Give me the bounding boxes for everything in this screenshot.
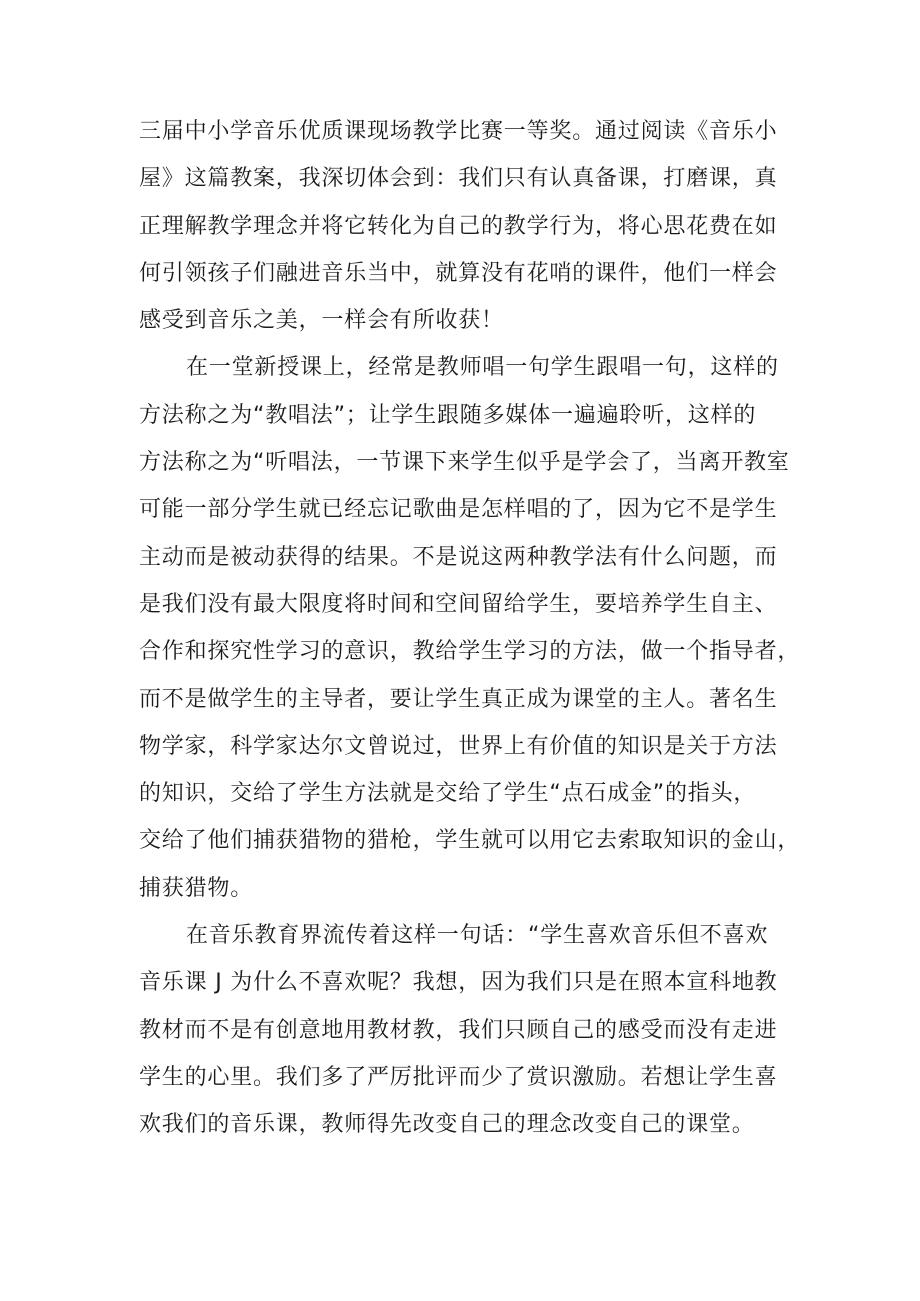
text-line: 教材而不是有创意地用教材教，我们只顾自己的感受而没有走进 <box>139 1017 778 1043</box>
text-line: 捕获猎物。 <box>139 875 254 901</box>
text-line: 是我们没有最大限度将时间和空间留给学生，要培养学生自主、 <box>139 591 778 617</box>
text-line: 合作和探究性学习的意识，教给学生学习的方法，做一个指导者， <box>139 639 801 665</box>
text-line: 在一堂新授课上，经常是教师唱一句学生跟唱一句，这样的 <box>186 355 779 381</box>
text-line: 正理解教学理念并将它转化为自己的教学行为，将心思花费在如 <box>139 213 778 239</box>
text-line: 物学家，科学家达尔文曾说过，世界上有价值的知识是关于方法 <box>139 733 778 759</box>
text-line: 交给了他们捕获猎物的猎枪，学生就可以用它去索取知识的金山， <box>139 828 801 854</box>
text-line: 音乐课 J 为什么不喜欢呢？我想，因为我们只是在照本宣科地教 <box>139 970 778 996</box>
text-line: 方法称之为“教唱法”；让学生跟随多媒体一遍遍聆听，这样的 <box>139 402 757 428</box>
text-line: 方法称之为“听唱法，一节课下来学生似乎是学会了，当离开教室 <box>139 450 790 476</box>
text-line: 屋》这篇教案，我深切体会到：我们只有认真备课，打磨课，真 <box>139 166 778 192</box>
text-line: 学生的心里。我们多了严厉批评而少了赏识激励。若想让学生喜 <box>139 1064 778 1090</box>
text-line: 可能一部分学生就已经忘记歌曲是怎样唱的了，因为它不是学生 <box>139 497 778 523</box>
paragraph-3 <box>139 912 791 1148</box>
text-line: 主动而是被动获得的结果。不是说这两种教学法有什么问题，而 <box>139 544 778 570</box>
text-line: 在音乐教育界流传着这样一句话：“学生喜欢音乐但不喜欢 <box>186 923 769 949</box>
text-line: 欢我们的音乐课，教师得先改变自己的理念改变自己的课堂。 <box>139 1112 755 1138</box>
text-line: 的知识，交给了学生方法就是交给了学生“点石成金”的指头， <box>139 781 757 807</box>
paragraph-1 <box>139 108 791 344</box>
document-body <box>139 108 801 1149</box>
text-line: 而不是做学生的主导者，要让学生真正成为课堂的主人。著名生 <box>139 686 778 712</box>
paragraph-2 <box>139 344 801 912</box>
text-line: 何引领孩子们融进音乐当中，就算没有花哨的课件，他们一样会 <box>139 260 778 286</box>
text-line: 感受到音乐之美，一样会有所收获！ <box>139 308 504 334</box>
text-line: 三届中小学音乐优质课现场教学比赛一等奖。通过阅读《音乐小 <box>139 119 778 144</box>
